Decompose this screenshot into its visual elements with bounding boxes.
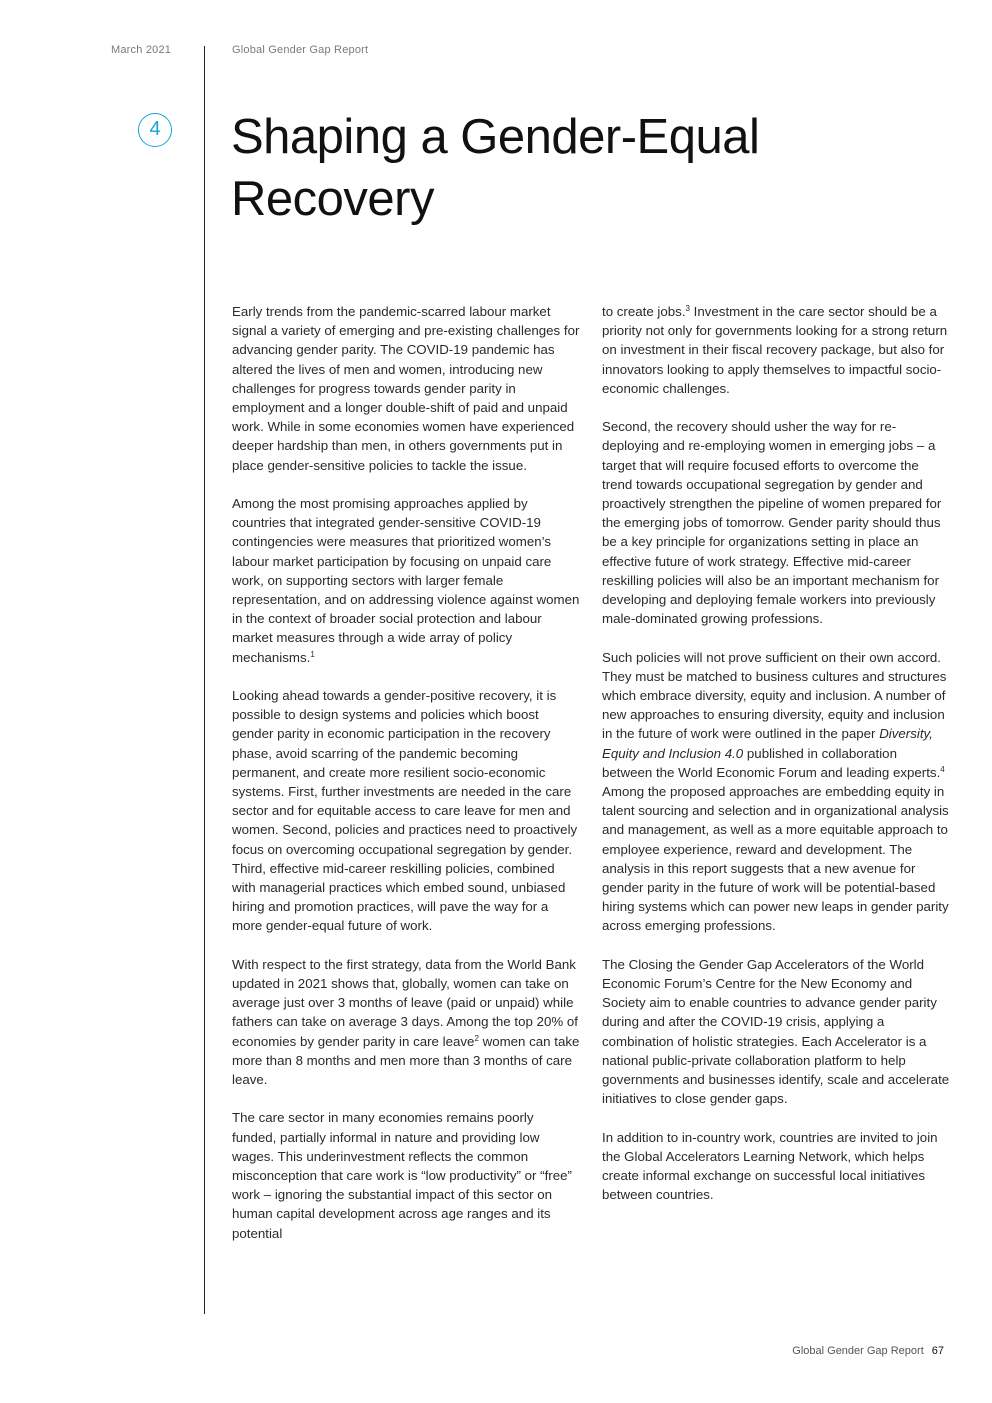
paragraph: [602, 302, 950, 398]
body-column-right: [602, 302, 950, 1204]
footer-report-title: Global Gender Gap Report: [792, 1345, 924, 1357]
paragraph-text: Second, the recovery should usher the way for re-deploying and re-employing women in emerging jobs – a target that will require focused efforts to overcome the trend towards occupational segregation by gender and proactively strengthen the pipeline of women prepared for the emerging jobs of tomorrow. Gender parity should thus be a key principle for organizations setting in place an effective future of work strategy. Effective mid-career reskilling policies will also be an important mechanism for developing and deploying female workers into previously male-dominated growing professions.: [602, 419, 942, 627]
paragraph: [232, 955, 580, 1089]
paragraph-text: Such policies will not prove sufficient on their own accord. They must be matched to business cultures and structures which embrace diversity, equity and inclusion. A number of new approaches to ensuring diversity, equity and inclusion in the future of work were outlined in the paper: [602, 649, 947, 742]
paragraph-text: Investment in the care sector should be a priority not only for governments looking for a strong return on investment in their fiscal recovery package, but also for innovators looking to apply themselves to impactful socio-economic challenges.: [602, 304, 948, 396]
header-report-title: Global Gender Gap Report: [232, 44, 369, 56]
body-column-left: [232, 302, 580, 1243]
footnote-ref[interactable]: 2: [474, 1033, 479, 1043]
paragraph-text: Among the proposed approaches are embedding equity in talent sourcing and selection and in organizational analysis and management, as well as a more equitable approach to employee experience, reward and development. The analysis in this report suggests that a new avenue for gender parity in the future of work will be potential-based hiring systems which can power new leaps in gender parity across emerging professions.: [602, 784, 949, 934]
paragraph: [602, 1128, 950, 1205]
paragraph: [232, 302, 580, 475]
paragraph: [602, 417, 950, 628]
paragraph: [602, 648, 950, 936]
paragraph-text: Early trends from the pandemic-scarred labour market signal a variety of emerging and pre-existing challenges for advancing gender parity. The COVID-19 pandemic has altered the lives of men and women, introducing new challenges for progress towards gender parity in employment and a longer double-shift of paid and unpaid work. While in some economies women have experienced deeper hardship than men, in others governments put in place gender-sensitive policies to tackle the issue.: [232, 304, 580, 473]
header-date: March 2021: [111, 44, 172, 56]
paragraph-text: The care sector in many economies remains poorly funded, partially informal in nature and providing low wages. This underinvestment reflects the common misconception that care work is “low productivity” or “free” work – ignoring the substantial impact of this sector on human capital development across age ranges and its potential: [232, 1110, 572, 1241]
paragraph: [232, 686, 580, 936]
paragraph: [602, 955, 950, 1109]
paragraph: [232, 1108, 580, 1242]
paragraph-text: Looking ahead towards a gender-positive recovery, it is possible to design systems and policies which boost gender parity in economic participation in the recovery phase, avoid scarring of the pandemic becoming permanent, and create more resilient socio-economic systems. First, further investments are needed in the care sector and for equitable access to care leave for men and women. Second, policies and practices need to proactively focus on overcoming occupational segregation by gender. Third, effective mid-career reskilling policies, combined with managerial practices which embed sound, unbiased hiring and promotion practices, will pave the way for a more gender-equal future of work.: [232, 688, 578, 934]
vertical-divider: [204, 46, 205, 1314]
footnote-ref[interactable]: 3: [685, 304, 690, 313]
paragraph-text: women can take more than 8 months and men more than 3 months of care leave.: [232, 1033, 580, 1088]
paragraph-text: to create jobs.: [602, 304, 686, 319]
paper-title-italic: Diversity, Equity and Inclusion 4.0: [602, 726, 933, 761]
footnote-ref[interactable]: 1: [310, 649, 315, 659]
paragraph-text: The Closing the Gender Gap Accelerators of the World Economic Forum’s Centre for the New Economy and Society aim to enable countries to advance gender parity during and after the COVID-19 crisis, applying a combination of holistic strategies. Each Accelerator is a national public-private collaboration platform to help governments and businesses identify, scale and accelerate initiatives to close gender gaps.: [602, 956, 950, 1107]
chapter-number-badge: 4: [138, 113, 172, 147]
paragraph-text: Among the most promising approaches applied by countries that integrated gender-sensitive COVID-19 contingencies were measures that prioritized women’s labour market participation by focusing on unpaid care work, on supporting sectors with larger female representation, and on addressing violence against women in the context of broader social protection and labour market measures through a wide array of policy mechanisms.: [232, 496, 580, 665]
paragraph-text: With respect to the first strategy, data from the World Bank updated in 2021 shows that, globally, women can take on average just over 3 months of leave (paid or unpaid) while fathers can take on average 3 days. Among the top 20% of economies by gender parity in care leave: [232, 956, 578, 1049]
paragraph: [232, 494, 580, 667]
page-number: 67: [931, 1345, 944, 1357]
page-title: Shaping a Gender-Equal Recovery: [231, 110, 760, 226]
paragraph-text: In addition to in-country work, countries are invited to join the Global Accelerators Learning Network, which helps create informal exchange on successful local initiatives between countries.: [602, 1129, 938, 1203]
paragraph-text: published in collaboration between the World Economic Forum and leading experts.: [602, 745, 941, 780]
footnote-ref[interactable]: 4: [940, 764, 945, 774]
page-footer: [792, 1345, 944, 1357]
